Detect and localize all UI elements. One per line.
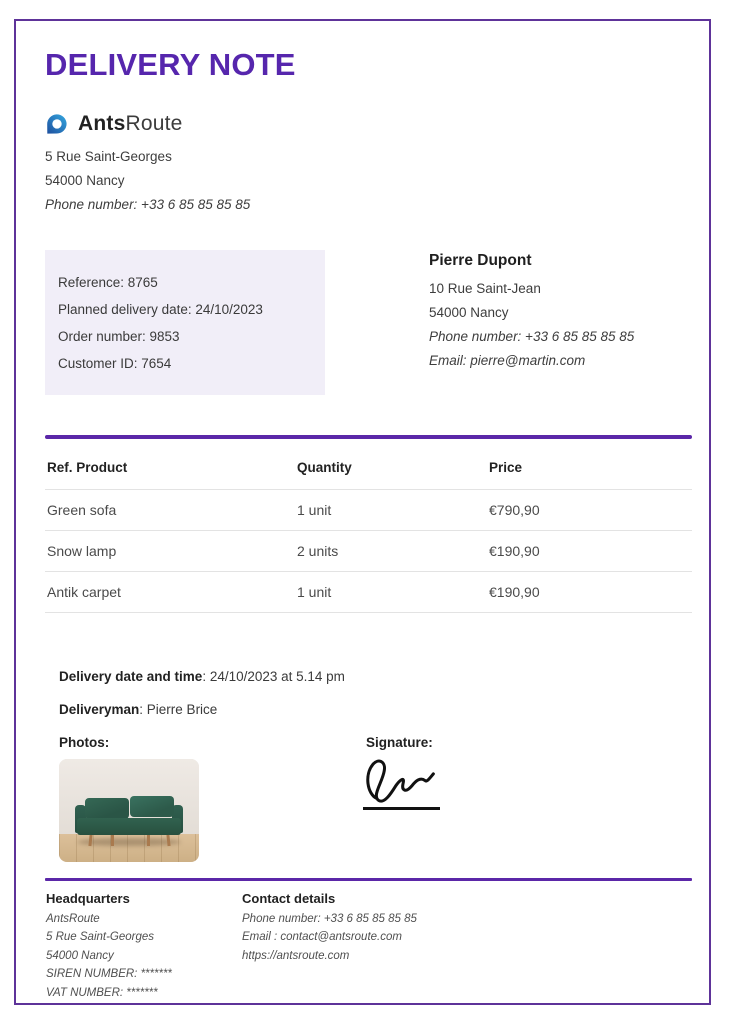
sender-phone: Phone number: +33 6 85 85 85 85 (45, 197, 251, 212)
delivery-date-label: Delivery date and time (59, 669, 203, 684)
footer-contact-details (242, 891, 692, 1003)
header-ref-product: Ref. Product (47, 459, 128, 475)
product-name: Green sofa (47, 502, 117, 518)
signature-scribble (362, 754, 448, 806)
signature-section (362, 735, 448, 862)
header-price: Price (489, 459, 523, 475)
contact-details-title: Contact details (242, 890, 336, 906)
deliveryman-label: Deliveryman (59, 702, 140, 717)
order-number: Order number: 9853 (58, 329, 180, 344)
order-customer-id: Customer ID: 7654 (58, 356, 172, 371)
delivery-photo-sofa (59, 759, 199, 862)
product-quantity: 2 units (297, 543, 339, 559)
logo-text-bold: Ants (78, 112, 126, 135)
delivery-details (45, 669, 692, 717)
contact-phone: Phone number: +33 6 85 85 85 85 (242, 912, 417, 925)
antsroute-logo-icon (45, 112, 69, 136)
deliveryman-line (59, 702, 692, 717)
signature-underline (363, 807, 440, 810)
order-planned-date: Planned delivery date: 24/10/2023 (58, 302, 263, 317)
product-price: €790,90 (489, 502, 540, 518)
order-info-box (45, 250, 325, 395)
hq-address-line2: 54000 Nancy (46, 949, 114, 962)
logo-text-regular: Route (125, 112, 183, 135)
sender-address-block (45, 145, 692, 217)
sofa-back-cushion-right (130, 796, 174, 817)
product-quantity: 1 unit (297, 502, 332, 518)
signature-label: Signature: (366, 735, 433, 750)
customer-address-line2: 54000 Nancy (429, 305, 509, 320)
info-columns (45, 250, 692, 395)
footer (45, 878, 692, 1002)
headquarters-title: Headquarters (46, 890, 130, 906)
photos-label: Photos: (59, 735, 110, 750)
customer-phone: Phone number: +33 6 85 85 85 85 (429, 329, 635, 344)
contact-email: Email : contact@antsroute.com (242, 931, 402, 943)
product-name: Antik carpet (47, 584, 121, 600)
footer-divider (45, 878, 692, 881)
products-table (45, 435, 692, 613)
customer-address-line1: 10 Rue Saint-Jean (429, 281, 541, 296)
delivery-date-value: : 24/10/2023 at 5.14 pm (202, 669, 345, 684)
proof-row (45, 735, 692, 862)
customer-block (429, 250, 634, 395)
deliveryman-value: : Pierre Brice (139, 702, 218, 717)
sofa-leg (111, 835, 114, 846)
contact-website: https://antsroute.com (242, 949, 350, 962)
sender-address-line1: 5 Rue Saint-Georges (45, 149, 172, 164)
hq-siren-number: SIREN NUMBER: ******* (46, 968, 172, 980)
sofa-back-cushion-left (85, 798, 129, 819)
company-logo-text (78, 112, 183, 136)
product-price: €190,90 (489, 543, 540, 559)
table-header-row (45, 439, 692, 490)
table-row (45, 531, 692, 572)
sofa-leg (147, 835, 150, 846)
company-logo (45, 112, 692, 136)
hq-vat-number: VAT NUMBER: ******* (46, 986, 158, 999)
product-name: Snow lamp (47, 543, 117, 559)
customer-name: Pierre Dupont (429, 252, 532, 269)
sofa-seat (77, 818, 181, 835)
customer-email: Email: pierre@martin.com (429, 353, 586, 368)
order-reference: Reference: 8765 (58, 275, 158, 290)
footer-headquarters (45, 891, 242, 1003)
hq-address-line1: 5 Rue Saint-Georges (46, 931, 155, 943)
photos-section (59, 735, 359, 862)
table-row (45, 572, 692, 613)
page-title: DELIVERY NOTE (45, 47, 296, 82)
delivery-date-line (59, 669, 692, 684)
hq-company-name: AntsRoute (46, 912, 100, 925)
product-price: €190,90 (489, 584, 540, 600)
table-row (45, 490, 692, 531)
product-quantity: 1 unit (297, 584, 332, 600)
sofa-shadow (77, 838, 181, 846)
header-quantity: Quantity (297, 459, 352, 475)
document-border-frame (14, 19, 711, 1005)
sender-address-line2: 54000 Nancy (45, 173, 125, 188)
